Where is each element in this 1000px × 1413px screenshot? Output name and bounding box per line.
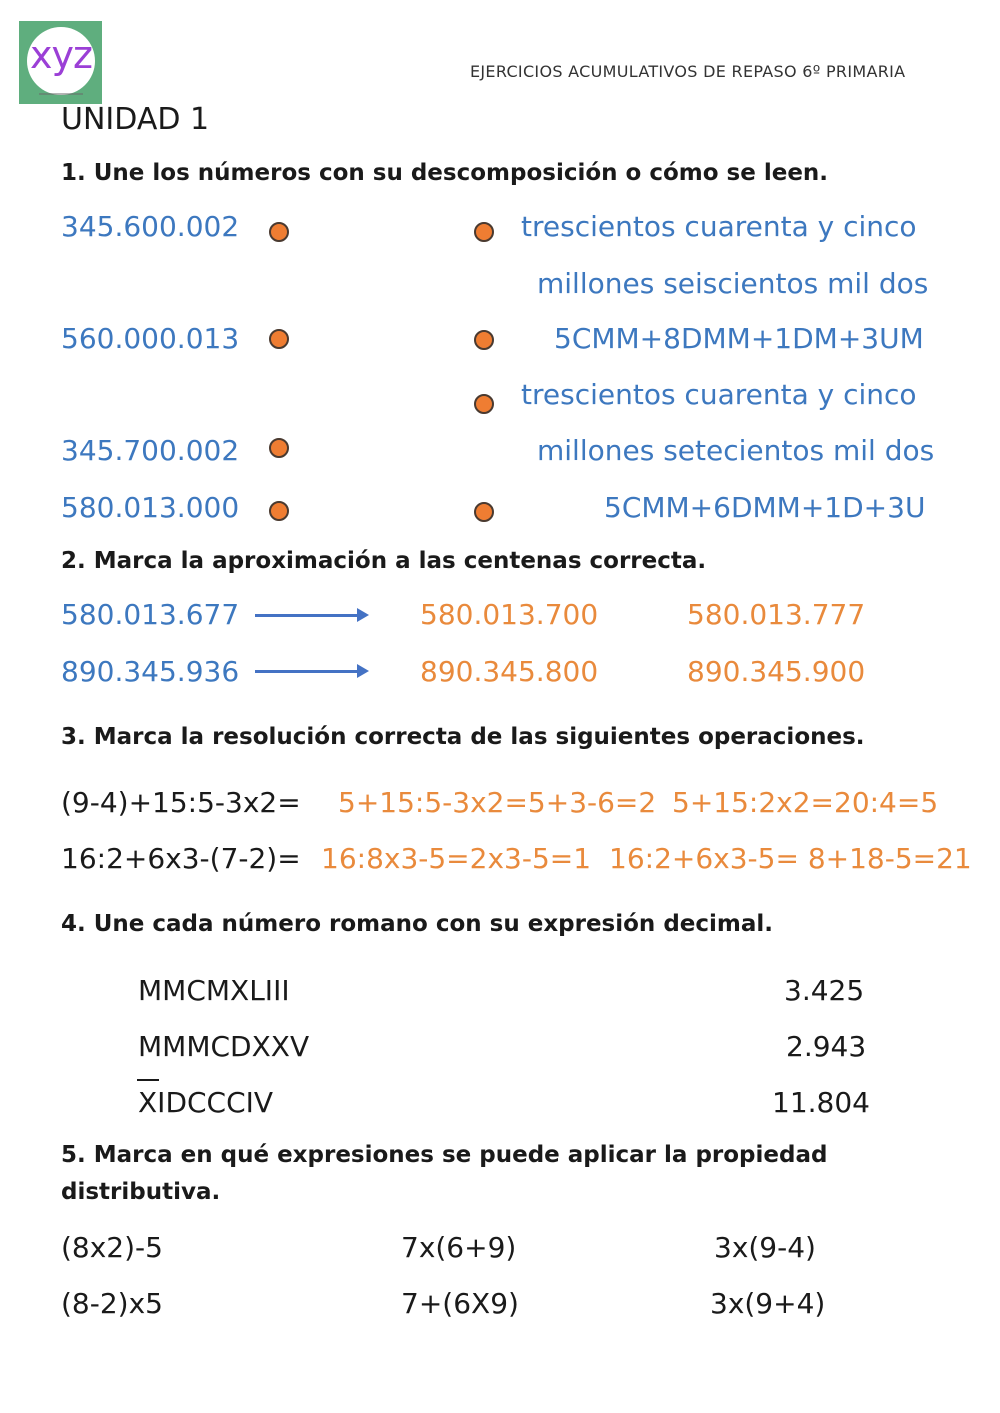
match-dot-left[interactable] [269, 501, 289, 521]
match-dot-right[interactable] [474, 502, 494, 522]
q1-option: 5CMM+8DMM+1DM+3UM [554, 322, 924, 355]
q5-expression[interactable]: 7+(6X9) [401, 1287, 519, 1320]
q3-option[interactable]: 5+15:2x2=20:4=5 [672, 786, 939, 819]
match-dot-right[interactable] [474, 222, 494, 242]
match-dot-right[interactable] [474, 394, 494, 414]
q3-option[interactable]: 16:8x3-5=2x3-5=1 [321, 842, 592, 875]
q1-number: 345.700.002 [61, 434, 240, 467]
q1-option: trescientos cuarenta y cinco [521, 378, 917, 411]
roman-numeral: MMCMXLIII [138, 974, 290, 1007]
q5-expression[interactable]: (8x2)-5 [61, 1231, 163, 1264]
roman-numeral: MMMCDXXV [138, 1030, 310, 1063]
match-dot-left[interactable] [269, 222, 289, 242]
unit-title: UNIDAD 1 [61, 102, 210, 137]
q2-title: 2. Marca la aproximación a las centenas correcta. [61, 548, 707, 574]
page-header: EJERCICIOS ACUMULATIVOS DE REPASO 6º PRIMARIA [470, 62, 906, 81]
q5-expression[interactable]: 3x(9-4) [714, 1231, 816, 1264]
q2-option[interactable]: 580.013.777 [687, 598, 866, 631]
decimal-number: 3.425 [784, 974, 865, 1007]
q2-number: 580.013.677 [61, 598, 240, 631]
q2-option[interactable]: 890.345.800 [420, 655, 599, 688]
q1-title: 1. Une los números con su descomposición o cómo se leen. [61, 160, 829, 186]
q5-title: distributiva. [61, 1179, 221, 1205]
q3-title: 3. Marca la resolución correcta de las siguientes operaciones. [61, 724, 865, 750]
q2-option[interactable]: 580.013.700 [420, 598, 599, 631]
q3-operation: 16:2+6x3-(7-2)= [61, 842, 301, 875]
q1-option: trescientos cuarenta y cinco [521, 210, 917, 243]
arrow-right-icon [255, 670, 365, 673]
q3-operation: (9-4)+15:5-3x2= [61, 786, 301, 819]
logo-caption-mark [39, 93, 83, 95]
logo-text: xyz [30, 33, 92, 77]
q5-expression[interactable]: (8-2)x5 [61, 1287, 163, 1320]
q2-option[interactable]: 890.345.900 [687, 655, 866, 688]
q1-option: 5CMM+6DMM+1D+3U [604, 491, 926, 524]
q1-number: 560.000.013 [61, 322, 240, 355]
overline-mark [137, 1079, 159, 1081]
q5-expression[interactable]: 3x(9+4) [710, 1287, 826, 1320]
q4-title: 4. Une cada número romano con su expresión decimal. [61, 911, 774, 937]
q5-expression[interactable]: 7x(6+9) [401, 1231, 517, 1264]
match-dot-right[interactable] [474, 330, 494, 350]
q3-option[interactable]: 5+15:5-3x2=5+3-6=2 [338, 786, 657, 819]
logo [19, 21, 102, 104]
q1-number: 580.013.000 [61, 491, 240, 524]
match-dot-left[interactable] [269, 329, 289, 349]
q2-number: 890.345.936 [61, 655, 240, 688]
arrow-right-icon [255, 614, 365, 617]
decimal-number: 2.943 [786, 1030, 867, 1063]
roman-numeral: XIDCCCIV [138, 1086, 274, 1119]
match-dot-left[interactable] [269, 438, 289, 458]
q1-option: millones seiscientos mil dos [537, 267, 929, 300]
q1-number: 345.600.002 [61, 210, 240, 243]
q1-option: millones setecientos mil dos [537, 434, 935, 467]
q3-option[interactable]: 16:2+6x3-5= 8+18-5=21 [609, 842, 972, 875]
decimal-number: 11.804 [772, 1086, 870, 1119]
q5-title: 5. Marca en qué expresiones se puede aplicar la propiedad [61, 1142, 828, 1168]
